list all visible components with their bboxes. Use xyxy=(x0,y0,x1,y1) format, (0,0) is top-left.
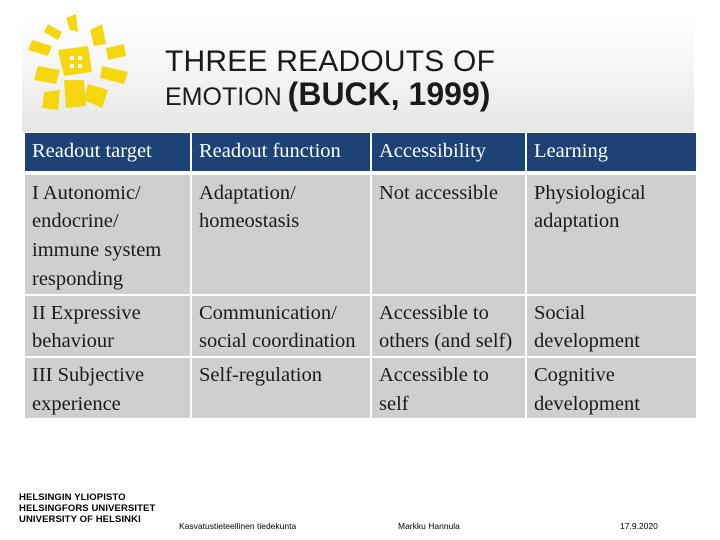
title-line-2: EMOTION xyxy=(165,82,282,111)
header-readout-function: Readout function xyxy=(191,133,371,173)
table-row xyxy=(25,295,696,357)
university-name-en: UNIVERSITY OF HELSINKI xyxy=(19,514,141,525)
table-cell: II Expressive behaviour xyxy=(25,295,191,357)
footer-date: 17.9.2020 xyxy=(620,521,658,531)
table-cell: Social development xyxy=(526,295,696,357)
table-cell: Self-regulation xyxy=(191,357,371,418)
table-cell: Physiological adaptation xyxy=(526,173,696,295)
title-line-1: THREE READOUTS OF xyxy=(165,45,496,78)
table-header-row xyxy=(25,133,696,173)
university-of-helsinki-flame-logo xyxy=(18,10,138,120)
table-row xyxy=(25,173,696,295)
footer-author: Markku Hannula xyxy=(398,521,460,531)
table-cell: Accessible to others (and self) xyxy=(371,295,526,357)
header-readout-target: Readout target xyxy=(25,133,191,173)
table-cell: I Autonomic/ endocrine/ immune system responding xyxy=(25,173,191,295)
table-cell: Adaptation/ homeostasis xyxy=(191,173,371,295)
table-cell: Communication/ social coordination xyxy=(191,295,371,357)
slide-title xyxy=(165,46,495,111)
title-line-2-citation: (BUCK, 1999) xyxy=(287,75,491,112)
table-cell: Cognitive development xyxy=(526,357,696,418)
university-wordmark xyxy=(19,492,155,525)
table-cell: III Subjective experience xyxy=(25,357,191,418)
university-name-sv: HELSINGFORS UNIVERSITET xyxy=(19,503,156,514)
header-learning: Learning xyxy=(526,133,696,173)
table-row xyxy=(25,357,696,418)
table-cell: Accessible to self xyxy=(371,357,526,418)
table-cell: Not accessible xyxy=(371,173,526,295)
readouts-table xyxy=(25,133,696,418)
footer-faculty: Kasvatustieteellinen tiedekunta xyxy=(179,521,297,531)
university-name-fi: HELSINGIN YLIOPISTO xyxy=(19,492,126,503)
header-accessibility: Accessibility xyxy=(371,133,526,173)
